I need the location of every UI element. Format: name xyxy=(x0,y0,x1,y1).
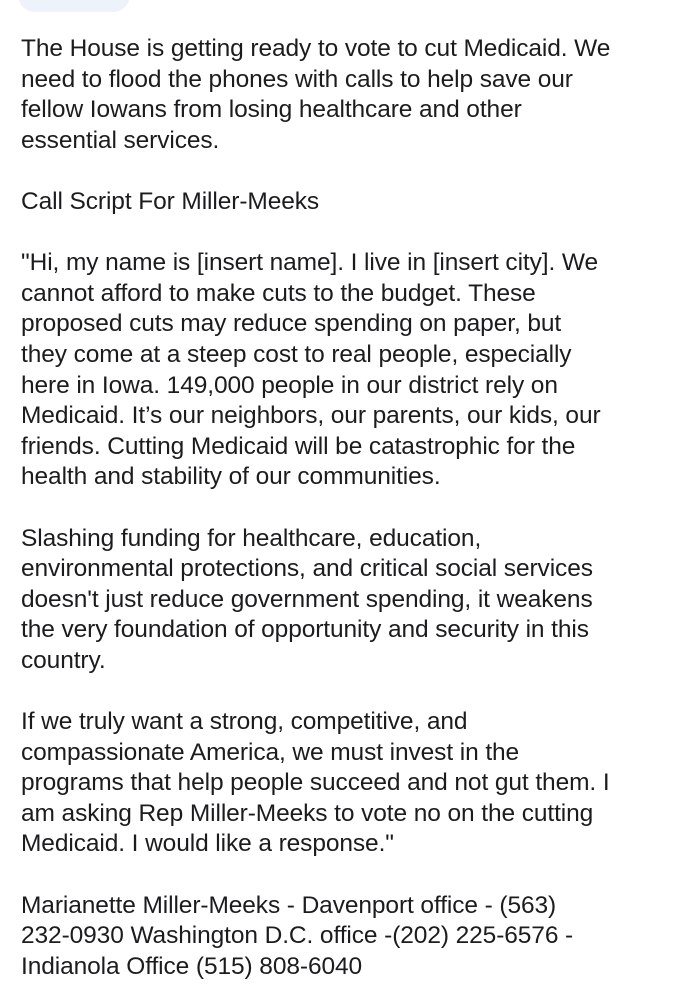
script-line-1: "Hi, my name is [insert name]. I live in [insert city]. We xyxy=(21,249,598,277)
script-line-6: Medicaid. It’s our neighbors, our parents, our kids, our xyxy=(21,402,601,430)
contact-line-1: Marianette Miller-Meeks - Davenport office - (563) xyxy=(21,891,557,919)
script2-line-2: environmental protections, and critical social services xyxy=(21,555,593,583)
intro-line-3: fellow Iowans from losing healthcare and other xyxy=(21,96,522,124)
script2-line-3: doesn't just reduce government spending, it weakens xyxy=(21,585,593,613)
script-heading xyxy=(21,187,673,218)
contact-paragraph xyxy=(21,891,673,983)
script-line-4: they come at a steep cost to real people, especially xyxy=(21,340,572,368)
intro-line-4: essential services. xyxy=(21,126,220,154)
script3-line-1: If we truly want a strong, competitive, and xyxy=(21,708,468,736)
script-line-2: cannot afford to make cuts to the budget. These xyxy=(21,279,536,307)
script2-line-4: the very foundation of opportunity and security in this xyxy=(21,616,589,644)
script2-line-5: country. xyxy=(21,646,106,674)
script-heading-text: Call Script For Miller-Meeks xyxy=(21,187,320,215)
intro-line-1: The House is getting ready to vote to cut Medicaid. We xyxy=(21,35,611,62)
intro-paragraph xyxy=(21,34,673,156)
script-paragraph-1 xyxy=(21,248,673,493)
script-line-8: health and stability of our communities. xyxy=(21,463,441,491)
script3-line-5: Medicaid. I would like a response." xyxy=(21,830,394,858)
script-line-3: proposed cuts may reduce spending on paper, but xyxy=(21,310,562,338)
script3-line-3: programs that help people succeed and not gut them. I xyxy=(21,769,610,797)
contact-line-2: 232-0930 Washington D.C. office -(202) 225-6576 - xyxy=(21,922,574,950)
script2-line-1: Slashing funding for healthcare, education, xyxy=(21,524,482,552)
previous-message-bubble xyxy=(18,0,130,12)
script3-line-2: compassionate America, we must invest in the xyxy=(21,738,520,766)
intro-line-2: need to flood the phones with calls to help save our xyxy=(21,65,573,93)
contact-line-3: Indianola Office (515) 808-6040 xyxy=(21,952,363,980)
script-line-7: friends. Cutting Medicaid will be catastrophic for the xyxy=(21,432,576,460)
script-paragraph-2 xyxy=(21,524,673,677)
message-body xyxy=(21,34,673,982)
script3-line-4: am asking Rep Miller-Meeks to vote no on the cutting xyxy=(21,799,594,827)
script-line-5: here in Iowa. 149,000 people in our district rely on xyxy=(21,371,558,399)
script-paragraph-3 xyxy=(21,707,673,860)
